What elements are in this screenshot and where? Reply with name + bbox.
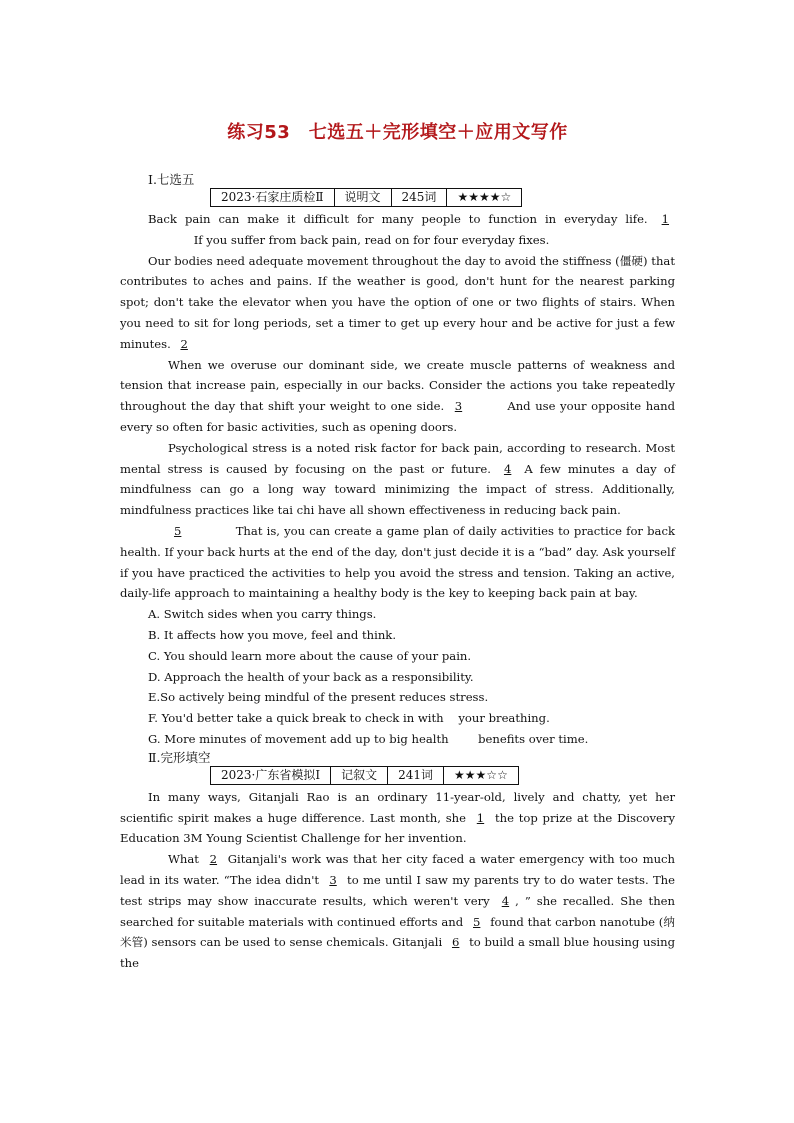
option-c: C. You should learn more about the cause of your pain.	[148, 648, 472, 663]
option-d: D. Approach the health of your back as a responsibility.	[148, 669, 474, 684]
options-list	[120, 604, 675, 750]
paragraph	[120, 209, 675, 251]
paragraph	[120, 521, 675, 604]
blank-2[interactable]: 2	[180, 336, 188, 351]
section-heading-2: Ⅱ.完形填空	[148, 749, 211, 765]
paragraph-text: the top prize at the Discovery Education 3M Young Scientist Challenge for her invention.	[120, 810, 675, 846]
paragraph-text: to me until I saw my parents try to do water tests. The test strips may show inaccurate results, which weren't very	[120, 872, 676, 908]
info-table-1	[210, 188, 522, 207]
page-title: 练习53 七选五＋完形填空＋应用文写作	[227, 122, 568, 143]
paragraph	[120, 438, 675, 521]
info-genre: 记叙文	[331, 766, 388, 784]
paragraph-text: Back pain can make it difficult for many people to function in everyday life.	[148, 212, 648, 226]
paragraph-text: If you suffer from back pain, read on for four everyday fixes.	[193, 232, 550, 247]
paragraph	[120, 251, 675, 355]
info-difficulty: ★★★★☆	[447, 189, 522, 207]
paragraph	[120, 355, 675, 438]
blank-3[interactable]: 3	[454, 399, 463, 414]
paragraph-text: found that carbon nanotube (纳米管) sensors can be used to sense chemicals. Gitanjali	[120, 914, 676, 950]
section-heading-1: Ⅰ.七选五	[148, 172, 195, 187]
paragraph-text: Gitanjali's work was that her city faced a water emergency with too much lead in its water. “The idea didn't	[120, 852, 676, 887]
option-g: G. More minutes of movement add up to big health benefits over time.	[148, 731, 589, 746]
info-wordcount: 241词	[388, 766, 444, 784]
cloze-blank-4[interactable]: 4	[501, 893, 510, 908]
paragraph-text: That is, you can create a game plan of daily activities to practice for back health. If your back hurts at the end of the day, don't just decide it is a “bad” day. Ask yourself if you have practiced the activities to help you avoid the stress and tension. Taking an active, daily-life approach to maintaining a healthy body is the key to keeping back pain at bay.	[120, 523, 675, 601]
cloze-blank-3[interactable]: 3	[329, 872, 337, 887]
cloze-blank-2[interactable]: 2	[209, 852, 218, 867]
paragraph-text: And use your opposite hand every so often for basic activities, such as opening doors.	[120, 399, 676, 434]
paragraph-text: In many ways, Gitanjali Rao is an ordinary 11-year-old, lively and chatty, yet her scientific spirit makes a huge difference. Last month, she	[120, 789, 675, 825]
option-f: F. You'd better take a quick break to check in with your breathing.	[148, 711, 550, 726]
paragraph-text: What	[168, 852, 199, 867]
paragraph-text: A few minutes a day of mindfulness can go a long way toward minimizing the impact of stress. Additionally, mindfulness practices like tai chi have all shown effectiveness in reducing back pain.	[120, 461, 676, 518]
info-wordcount: 245词	[391, 189, 447, 207]
cloze-blank-5[interactable]: 5	[473, 914, 481, 929]
paragraph-text: Psychological stress is a noted risk factor for back pain, according to research. Most mental stress is caused by focusing on the past or future.	[120, 440, 675, 476]
info-source: 2023·石家庄质检Ⅱ	[211, 189, 335, 207]
option-b: B. It affects how you move, feel and think.	[148, 627, 397, 642]
option-a: A. Switch sides when you carry things.	[148, 607, 377, 622]
info-difficulty: ★★★☆☆	[444, 766, 519, 784]
cloze-blank-1[interactable]: 1	[476, 810, 485, 825]
blank-4[interactable]: 4	[503, 461, 512, 476]
option-e: E.So actively being mindful of the present reduces stress.	[148, 690, 489, 705]
cloze-blank-6[interactable]: 6	[451, 935, 460, 950]
paragraph	[120, 787, 675, 849]
blank-5[interactable]: 5	[174, 523, 182, 538]
info-genre: 说明文	[334, 189, 391, 207]
paragraph-text: , ” she recalled. She then searched for suitable materials with continued efforts and	[120, 893, 676, 929]
paragraph-text: to build a small blue housing using the	[120, 935, 676, 971]
paragraph-text: When we overuse our dominant side, we create muscle patterns of weakness and tension that increase pain, especially in our backs. Consider the actions you take repeatedly throughout the day that shift your weight to one side.	[120, 357, 675, 414]
paragraph-text: Our bodies need adequate movement throughout the day to avoid the stiffness (僵硬) that contributes to aches and pains. If the weather is good, don't hunt for the nearest parking spot; don't take the elevator when you have the option of one or two flights of stairs. When you need to sit for long periods, set a timer to get up every hour and be active for just a few minutes.	[120, 253, 675, 351]
blank-1[interactable]: 1	[661, 212, 670, 226]
info-table-2	[210, 766, 519, 785]
worksheet-page	[120, 118, 675, 974]
info-source: 2023·广东省模拟Ⅰ	[211, 766, 331, 784]
paragraph	[120, 849, 675, 974]
